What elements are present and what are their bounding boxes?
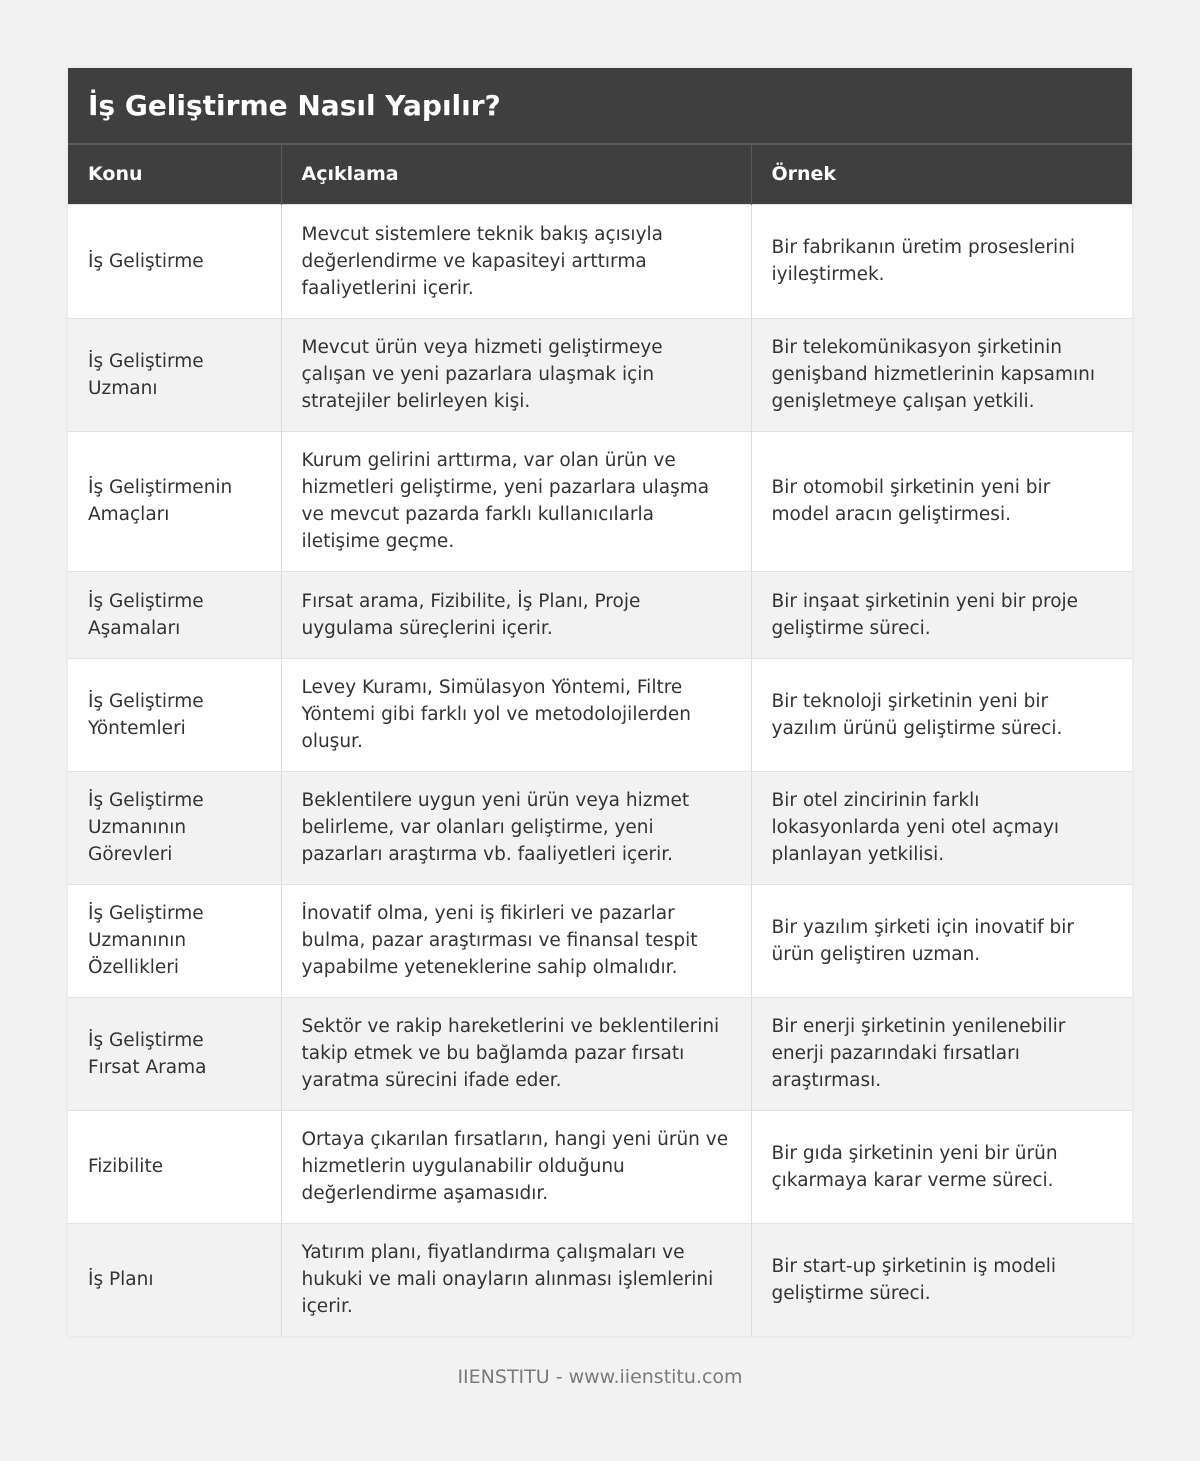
table-row xyxy=(68,204,1132,318)
table-row xyxy=(68,318,1132,431)
table-row xyxy=(68,431,1132,571)
cell-ornek: Bir otel zincirinin farklı lokasyonlarda yeni otel açmayı planlayan yetkilisi. xyxy=(751,771,1132,884)
cell-ornek: Bir start-up şirketinin iş modeli geliştirme süreci. xyxy=(751,1223,1132,1336)
cell-aciklama: Mevcut ürün veya hizmeti geliştirmeye çalışan ve yeni pazarlara ulaşmak için stratejiler belirleyen kişi. xyxy=(281,318,751,431)
cell-konu: İş Geliştirme Aşamaları xyxy=(68,571,281,658)
cell-aciklama: Beklentilere uygun yeni ürün veya hizmet belirleme, var olanları geliştirme, yeni pazarları araştırma vb. faaliyetleri içerir. xyxy=(281,771,751,884)
cell-konu: İş Geliştirme Fırsat Arama xyxy=(68,997,281,1110)
cell-konu: İş Planı xyxy=(68,1223,281,1336)
cell-ornek: Bir telekomünikasyon şirketinin genişband hizmetlerinin kapsamını genişletmeye çalışan yetkili. xyxy=(751,318,1132,431)
cell-aciklama: Sektör ve rakip hareketlerini ve beklentilerini takip etmek ve bu bağlamda pazar fırsatı yaratma sürecini ifade eder. xyxy=(281,997,751,1110)
cell-ornek: Bir gıda şirketinin yeni bir ürün çıkarmaya karar verme süreci. xyxy=(751,1110,1132,1223)
cell-aciklama: Fırsat arama, Fizibilite, İş Planı, Proje uygulama süreçlerini içerir. xyxy=(281,571,751,658)
cell-ornek: Bir yazılım şirketi için inovatif bir ürün geliştiren uzman. xyxy=(751,884,1132,997)
table-card xyxy=(68,68,1132,1336)
cell-ornek: Bir teknoloji şirketinin yeni bir yazılım ürünü geliştirme süreci. xyxy=(751,658,1132,771)
table-row xyxy=(68,1223,1132,1336)
cell-konu: Fizibilite xyxy=(68,1110,281,1223)
cell-ornek: Bir inşaat şirketinin yeni bir proje geliştirme süreci. xyxy=(751,571,1132,658)
cell-ornek: Bir enerji şirketinin yenilenebilir enerji pazarındaki fırsatları araştırması. xyxy=(751,997,1132,1110)
column-header-aciklama: Açıklama xyxy=(281,144,751,204)
cell-aciklama: İnovatif olma, yeni iş fikirleri ve pazarlar bulma, pazar araştırması ve finansal tespit yapabilme yeteneklerine sahip olmalıdır. xyxy=(281,884,751,997)
cell-aciklama: Levey Kuramı, Simülasyon Yöntemi, Filtre Yöntemi gibi farklı yol ve metodolojilerden oluşur. xyxy=(281,658,751,771)
table-row xyxy=(68,997,1132,1110)
table-row xyxy=(68,884,1132,997)
table-header-row xyxy=(68,144,1132,204)
data-table xyxy=(68,143,1132,1336)
table-row xyxy=(68,1110,1132,1223)
column-header-konu: Konu xyxy=(68,144,281,204)
table-row xyxy=(68,771,1132,884)
cell-ornek: Bir fabrikanın üretim proseslerini iyileştirmek. xyxy=(751,204,1132,318)
table-row xyxy=(68,658,1132,771)
cell-ornek: Bir otomobil şirketinin yeni bir model aracın geliştirmesi. xyxy=(751,431,1132,571)
cell-aciklama: Yatırım planı, fiyatlandırma çalışmaları ve hukuki ve mali onayların alınması işlemlerini içerir. xyxy=(281,1223,751,1336)
cell-konu: İş Geliştirme Uzmanının Görevleri xyxy=(68,771,281,884)
column-header-ornek: Örnek xyxy=(751,144,1132,204)
title-bar xyxy=(68,68,1132,143)
cell-konu: İş Geliştirme xyxy=(68,204,281,318)
footer-credit: IIENSTITU - www.iienstitu.com xyxy=(457,1366,743,1388)
page-title: İş Geliştirme Nasıl Yapılır? xyxy=(88,89,501,122)
cell-aciklama: Ortaya çıkarılan fırsatların, hangi yeni ürün ve hizmetlerin uygulanabilir olduğunu değerlendirme aşamasıdır. xyxy=(281,1110,751,1223)
cell-konu: İş Geliştirme Yöntemleri xyxy=(68,658,281,771)
cell-aciklama: Kurum gelirini arttırma, var olan ürün ve hizmetleri geliştirme, yeni pazarlara ulaşma ve mevcut pazarda farklı kullanıcılarla iletişime geçme. xyxy=(281,431,751,571)
cell-aciklama: Mevcut sistemlere teknik bakış açısıyla değerlendirme ve kapasiteyi arttırma faaliyetlerini içerir. xyxy=(281,204,751,318)
table-row xyxy=(68,571,1132,658)
cell-konu: İş Geliştirmenin Amaçları xyxy=(68,431,281,571)
cell-konu: İş Geliştirme Uzmanı xyxy=(68,318,281,431)
cell-konu: İş Geliştirme Uzmanının Özellikleri xyxy=(68,884,281,997)
